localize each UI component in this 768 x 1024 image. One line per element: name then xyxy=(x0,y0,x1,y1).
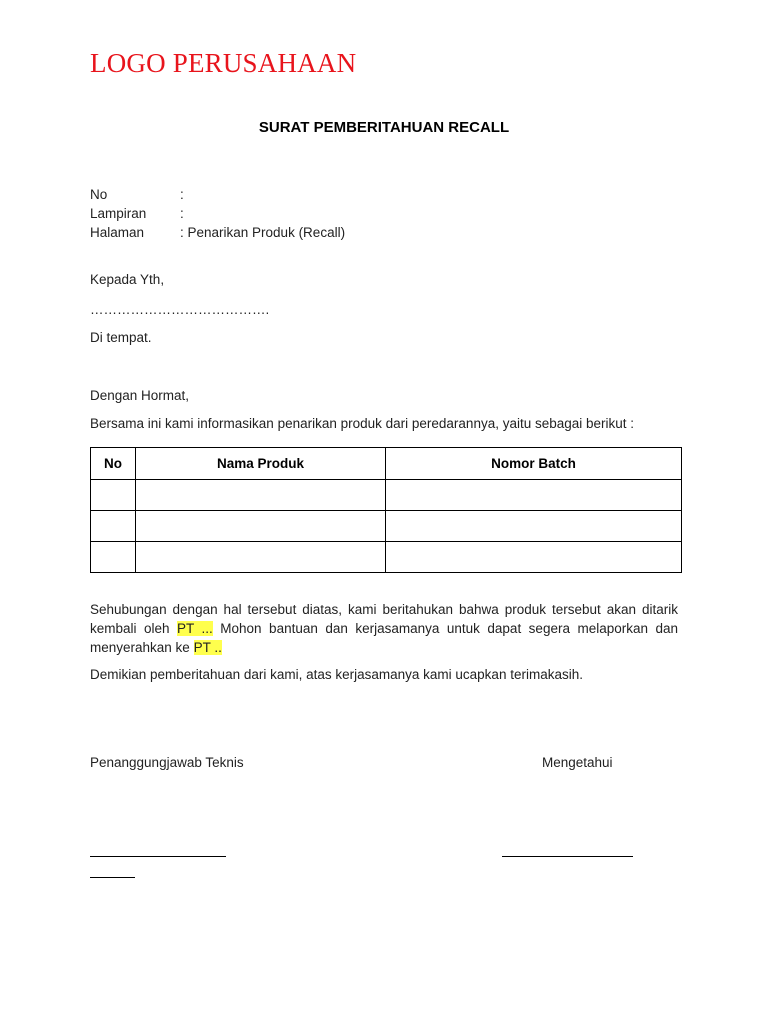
table-cell xyxy=(91,511,136,542)
closing-paragraph: Demikian pemberitahuan dari kami, atas kerjasamanya kami ucapkan terimakasih. xyxy=(90,667,583,682)
signature-line-left xyxy=(90,856,226,857)
paragraph-text: Sehubungan dengan hal tersebut diatas, kami beritahukan bahwa produk tersebut akan ditarik kembali oleh xyxy=(90,602,678,636)
table-header-no: No xyxy=(91,448,136,480)
company-highlight: PT ... xyxy=(177,621,213,636)
greeting: Dengan Hormat, xyxy=(90,388,190,403)
meta-value: : Penarikan Produk (Recall) xyxy=(180,225,346,240)
table-header-batch-number: Nomor Batch xyxy=(386,448,682,480)
table-cell xyxy=(386,511,682,542)
recipient-salutation: Kepada Yth, xyxy=(90,272,165,287)
table-row xyxy=(91,480,682,511)
meta-value: : xyxy=(180,206,184,221)
table-cell xyxy=(91,480,136,511)
meta-value: : xyxy=(180,187,184,202)
table-header-product-name: Nama Produk xyxy=(136,448,386,480)
table-cell xyxy=(91,542,136,573)
table-cell xyxy=(136,480,386,511)
meta-key: Halaman xyxy=(90,225,145,240)
intro-paragraph: Bersama ini kami informasikan penarikan produk dari peredarannya, yaitu sebagai berikut : xyxy=(90,416,635,431)
meta-key: Lampiran xyxy=(90,206,147,221)
table-cell xyxy=(386,542,682,573)
signature-line-right xyxy=(502,856,633,857)
company-highlight: PT .. xyxy=(193,640,222,655)
letter-title: SURAT PEMBERITAHUAN RECALL xyxy=(258,119,510,136)
table-cell xyxy=(386,480,682,511)
recall-product-table xyxy=(90,447,682,573)
meta-key: No xyxy=(90,187,108,202)
signature-label-left: Penanggungjawab Teknis xyxy=(90,755,244,770)
table-cell xyxy=(136,511,386,542)
recipient-name-placeholder: …………………………………. xyxy=(90,302,270,317)
signature-line-left-continuation xyxy=(90,877,135,878)
table-header-row xyxy=(91,448,682,480)
recall-notice-paragraph xyxy=(90,600,678,657)
meta-row-halaman xyxy=(90,223,345,242)
table-row xyxy=(91,542,682,573)
paragraph-text: Mohon bantuan dan kerjasamanya untuk dapat segera melaporkan dan menyerahkan ke xyxy=(90,621,679,655)
table-row xyxy=(91,511,682,542)
signature-label-right: Mengetahui xyxy=(542,755,613,770)
company-logo-placeholder: LOGO PERUSAHAAN xyxy=(90,48,357,78)
table-cell xyxy=(136,542,386,573)
meta-row-lampiran xyxy=(90,204,184,223)
meta-row-no xyxy=(90,185,184,204)
recipient-location: Di tempat. xyxy=(90,330,152,345)
